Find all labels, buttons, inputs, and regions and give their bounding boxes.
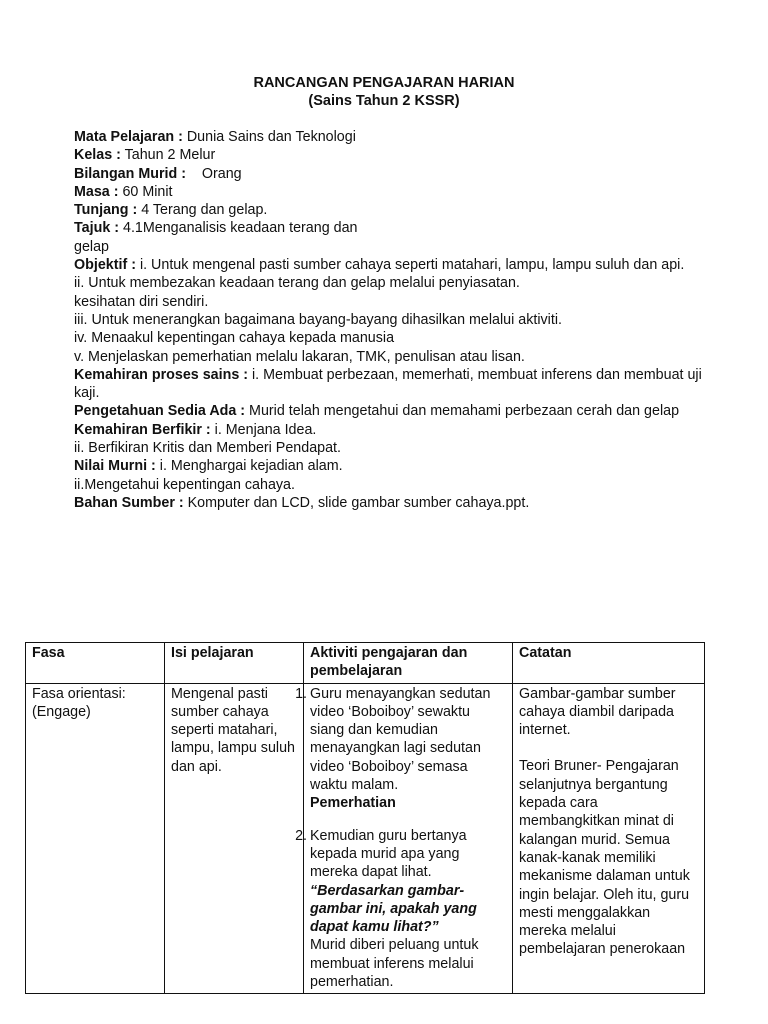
header-fasa: Fasa — [26, 643, 165, 684]
header-isi-pelajaran: Isi pelajaran — [165, 643, 304, 684]
activity-text: Kemudian guru bertanya kepada murid apa yang mereka dapat lihat. — [310, 827, 467, 881]
header-catatan: Catatan — [513, 643, 705, 684]
info-nilai-murni-cont: ii.Mengetahui kepentingan cahaya. — [74, 476, 295, 493]
info-bahan-sumber: Bahan Sumber : Komputer dan LCD, slide gambar sumber cahaya.ppt. — [74, 494, 530, 511]
info-tajuk-cont: gelap — [74, 238, 109, 255]
info-bilangan-murid: Bilangan Murid : Orang — [74, 165, 242, 182]
activity-number: 2. — [295, 827, 307, 844]
objektif-line: iv. Menaakul kepentingan cahaya kepada manusia — [74, 330, 395, 347]
activity-quote: “Berdasarkan gambar-gambar ini, apakah yang dapat kamu lihat?” — [310, 882, 477, 936]
table-header-row — [26, 643, 705, 684]
table-row — [26, 683, 705, 994]
catatan-paragraph: Gambar-gambar sumber cahaya diambil daripada internet. — [519, 685, 676, 739]
info-mata-pelajaran: Mata Pelajaran : Dunia Sains dan Teknologi — [74, 129, 356, 145]
activity-item — [295, 827, 506, 992]
activity-number: 1. — [295, 685, 307, 702]
info-objektif: Objektif : i. Untuk mengenal pasti sumber cahaya seperti matahari, lampu, lampu suluh dan api. — [74, 257, 685, 274]
info-nilai-murni: Nilai Murni : i. Menghargai kejadian alam. — [74, 458, 343, 475]
objektif-line: kesihatan diri sendiri. — [74, 293, 209, 310]
objektif-line: v. Menjelaskan pemerhatian melalu lakaran, TMK, penulisan atau lisan. — [74, 348, 525, 365]
info-kemahiran-proses: Kemahiran proses sains : i. Membuat perbezaan, memerhati, membuat inferens dan membuat uji kaji. — [74, 366, 702, 402]
document-title-block — [0, 74, 768, 110]
objektif-line: ii. Untuk membezakan keadaan terang dan gelap melalui penyiasatan. — [74, 275, 520, 292]
lesson-info — [74, 128, 704, 512]
info-kemahiran-berfikir-cont: ii. Berfikiran Kritis dan Memberi Pendapat. — [74, 440, 341, 457]
info-masa: Masa : 60 Minit — [74, 183, 173, 200]
objektif-line: iii. Untuk menerangkan bagaimana bayang-bayang dihasilkan melalui aktiviti. — [74, 311, 562, 328]
info-pengetahuan: Pengetahuan Sedia Ada : Murid telah mengetahui dan memahami perbezaan cerah dan gelap — [74, 403, 680, 420]
info-kelas: Kelas : Tahun 2 Melur — [74, 147, 216, 164]
document-title: RANCANGAN PENGAJARAN HARIAN — [253, 75, 515, 91]
activity-item — [295, 685, 506, 813]
cell-aktiviti — [295, 683, 513, 994]
document-subtitle: (Sains Tahun 2 KSSR) — [308, 93, 460, 109]
activity-text-after: Murid diberi peluang untuk membuat inferens melalui pemerhatian. — [310, 937, 479, 991]
activity-list — [295, 685, 506, 992]
activity-text: Guru menayangkan sedutan video ‘Boboiboy’ sewaktu siang dan kemudian menayangkan lagi sedutan video ‘Boboiboy’ semasa waktu malam. — [310, 685, 491, 794]
info-tunjang: Tunjang : 4 Terang dan gelap. — [74, 202, 268, 219]
info-tajuk: Tajuk : 4.1Menganalisis keadaan terang dan — [74, 220, 358, 237]
lesson-plan-table — [25, 642, 705, 994]
cell-isi-pelajaran: Mengenal pasti sumber cahaya seperti matahari, lampu, lampu suluh dan api. — [165, 683, 304, 994]
info-kemahiran-berfikir: Kemahiran Berfikir : i. Menjana Idea. — [74, 421, 317, 438]
catatan-paragraph: Teori Bruner- Pengajaran selanjutnya bergantung kepada cara membangkitkan minat di kalangan murid. Semua kanak-kanak memiliki mekanisme dalaman untuk ingin belajar. Oleh itu, guru mesti menggalakkan mereka melalui pembelajaran penerokaan — [519, 758, 690, 958]
activity-bold-heading: Pemerhatian — [310, 795, 396, 812]
cell-fasa: Fasa orientasi: (Engage) — [26, 683, 165, 994]
cell-catatan — [513, 683, 705, 994]
header-aktiviti: Aktiviti pengajaran dan pembelajaran — [304, 643, 513, 684]
